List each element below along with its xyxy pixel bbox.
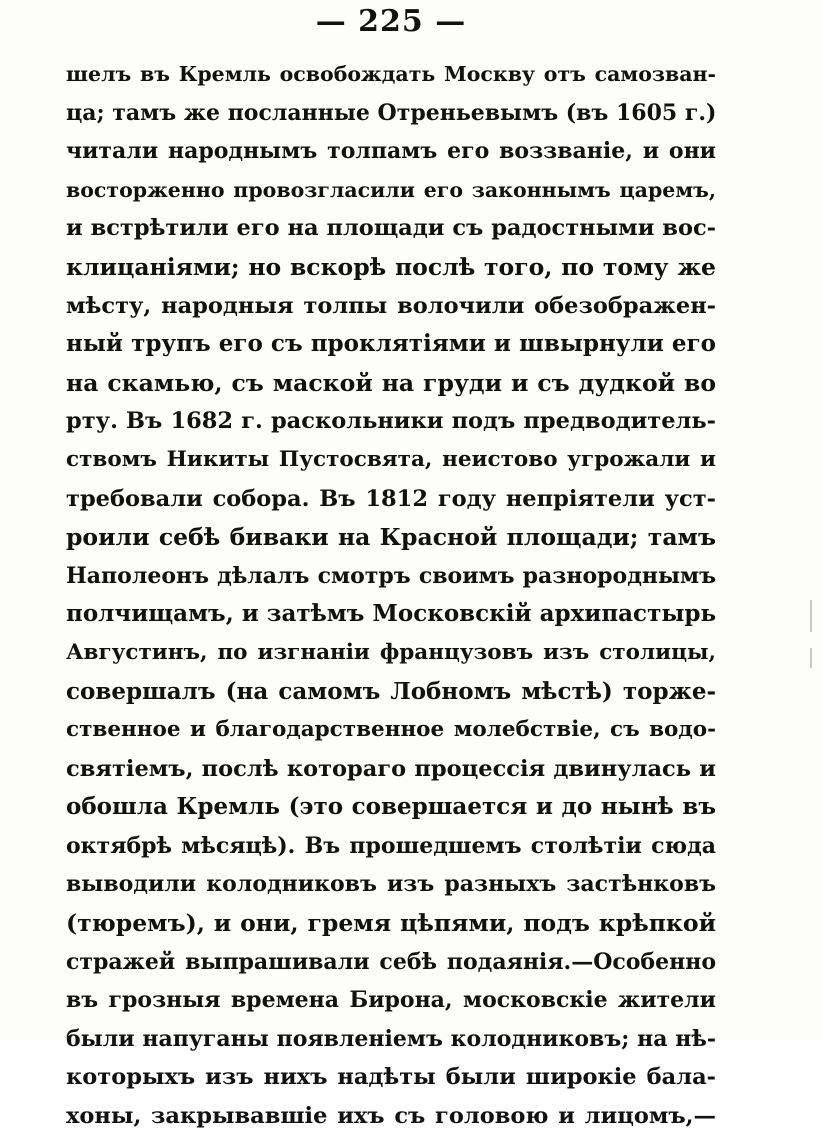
text-line: и встрѣтили его на площади съ радостными вос- xyxy=(66,215,716,242)
scan-margin-mark xyxy=(810,648,812,668)
text-line: въ грозныя времена Бирона, московскіе жители xyxy=(66,987,716,1014)
text-line: (тюремъ), и они, гремя цѣпями, подъ крѣпкой xyxy=(66,909,716,938)
text-line: читали народнымъ толпамъ его воззваніе, и они xyxy=(66,138,716,165)
text-line: выводили колодниковъ изъ разныхъ застѣнковъ xyxy=(66,871,716,898)
text-line: восторженно провозгласили его законнымъ царемъ, xyxy=(66,177,716,202)
body-text xyxy=(66,55,716,1136)
text-line: стражей выпрашивали себѣ подаянія.—Особенно xyxy=(66,948,716,975)
text-line: были напуганы появленіемъ колодниковъ; на нѣ- xyxy=(66,1025,716,1052)
text-line: мѣсту, народныя толпы волочили обезображен- xyxy=(66,292,716,319)
text-line: Августинъ, по изгнаніи французовъ изъ столицы, xyxy=(66,639,716,665)
text-line: рту. Въ 1682 г. раскольники подъ предводитель- xyxy=(66,408,716,435)
text-line: ный трупъ его съ проклятіями и швырнули его xyxy=(66,330,716,358)
text-line: святіемъ, послѣ котораго процессія двинулась и xyxy=(66,755,716,782)
text-line: обошла Кремль (это совершается и до нынѣ въ xyxy=(66,793,716,821)
text-line: ца; тамъ же посланные Отреньевымъ (въ 1605 г.) xyxy=(66,99,717,126)
text-line: Наполеонъ дѣлалъ смотръ своимъ разнороднымъ xyxy=(66,562,716,589)
text-line: шелъ въ Кремль освобождать Москву отъ самозван- xyxy=(66,62,716,86)
page-number: — 225 — xyxy=(315,4,467,39)
text-line: роили себѣ биваки на Красной площади; тамъ xyxy=(66,523,716,552)
text-line: на скамью, съ маской на груди и съ дудкой во xyxy=(66,368,716,397)
text-line: полчищамъ, и затѣмъ Московскій архипастырь xyxy=(66,600,717,628)
text-line: октябрѣ мѣсяцѣ). Въ прошедшемъ столѣтіи сюда xyxy=(66,832,716,859)
text-line: клицаніями; но вскорѣ послѣ того, по тому же xyxy=(66,252,716,281)
text-line: хоны, закрывавшіе ихъ съ головою и лицомъ,— xyxy=(66,1103,716,1130)
text-line: которыхъ изъ нихъ надѣты были широкіе бала- xyxy=(66,1064,716,1091)
text-line: ствомъ Никиты Пустосвята, неистово угрожали и xyxy=(66,446,716,472)
text-line: ственное и благодарственное молебствіе, съ водо- xyxy=(66,717,716,743)
text-line: совершалъ (на самомъ Лобномъ мѣстѣ) торже- xyxy=(66,677,716,705)
scan-margin-mark xyxy=(810,600,812,632)
text-line: требовали собора. Въ 1812 году непріятели уст- xyxy=(66,485,716,512)
